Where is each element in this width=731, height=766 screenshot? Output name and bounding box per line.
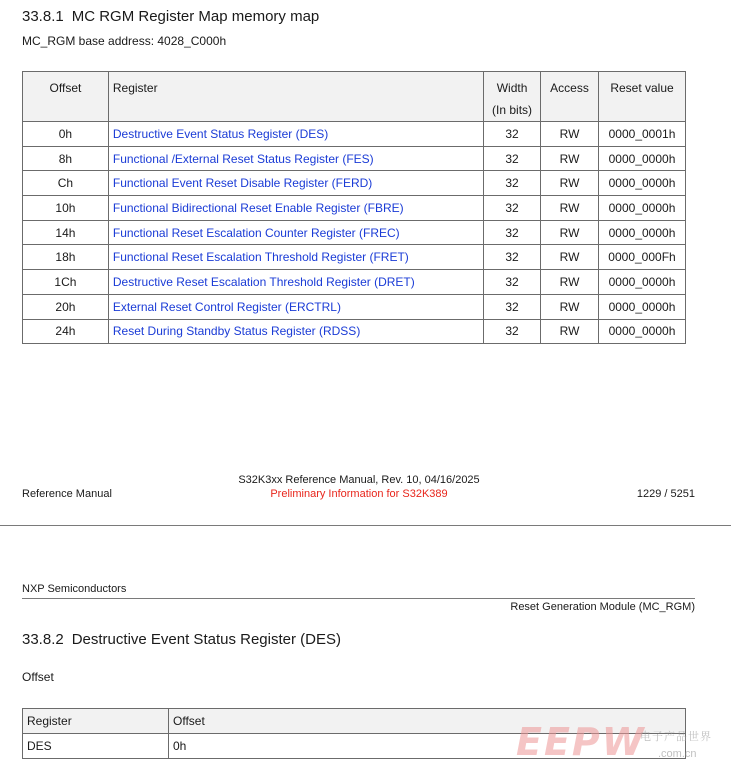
table-header-row: [23, 72, 686, 122]
table-row: [23, 319, 686, 344]
cell-width: 32: [484, 245, 541, 270]
header-rule: [22, 598, 695, 599]
cell-offset: 0h: [23, 122, 109, 147]
register-link[interactable]: Functional Reset Escalation Counter Register (FREC): [108, 220, 483, 245]
header-width-line1: Width: [496, 81, 528, 95]
section-title: Destructive Event Status Register (DES): [71, 631, 341, 648]
cell-width: 32: [484, 270, 541, 295]
manual-title: S32K3xx Reference Manual, Rev. 10, 04/16/2025: [238, 474, 480, 486]
cell-access: RW: [541, 171, 599, 196]
cell-offset: 24h: [23, 319, 109, 344]
watermark-logo: [516, 720, 731, 766]
cell-access: RW: [541, 319, 599, 344]
table-row: [23, 294, 686, 319]
header-offset: Offset: [23, 72, 109, 122]
table-row: [23, 171, 686, 196]
footer-left-label: Reference Manual: [22, 488, 112, 500]
cell-offset: Ch: [23, 171, 109, 196]
module-name: Reset Generation Module (MC_RGM): [510, 601, 695, 613]
cell-offset: 10h: [23, 196, 109, 221]
cell-reset-value: 0000_0000h: [599, 270, 686, 295]
section-number: 33.8.2: [22, 631, 64, 648]
cell-access: RW: [541, 146, 599, 171]
cell-access: RW: [541, 294, 599, 319]
cell-offset: 20h: [23, 294, 109, 319]
cell-width: 32: [484, 122, 541, 147]
header-register: Register: [23, 709, 169, 734]
header-width: [484, 72, 541, 122]
cell-offset: 8h: [23, 146, 109, 171]
table-row: [23, 122, 686, 147]
cell-reset-value: 0000_0000h: [599, 220, 686, 245]
cell-register: DES: [23, 734, 169, 759]
cell-offset: 0h: [169, 734, 686, 759]
cell-offset: 14h: [23, 220, 109, 245]
register-link[interactable]: Reset During Standby Status Register (RDSS): [108, 319, 483, 344]
cell-reset-value: 0000_0000h: [599, 196, 686, 221]
header-width-line2: (In bits): [492, 103, 533, 117]
table-row: [23, 245, 686, 270]
register-link[interactable]: Destructive Reset Escalation Threshold Register (DRET): [108, 270, 483, 295]
company-name: NXP Semiconductors: [22, 583, 127, 595]
cell-width: 32: [484, 294, 541, 319]
register-link[interactable]: Functional /External Reset Status Register (FES): [108, 146, 483, 171]
cell-width: 32: [484, 220, 541, 245]
table-row: [23, 220, 686, 245]
register-link[interactable]: Functional Reset Escalation Threshold Register (FRET): [108, 245, 483, 270]
cell-access: RW: [541, 270, 599, 295]
watermark-text: EEPW: [516, 720, 646, 764]
page-separator: [0, 525, 731, 526]
cell-reset-value: 0000_0000h: [599, 146, 686, 171]
cell-access: RW: [541, 122, 599, 147]
header-offset: Offset: [169, 709, 686, 734]
cell-reset-value: 0000_0000h: [599, 319, 686, 344]
cell-width: 32: [484, 319, 541, 344]
register-link[interactable]: Destructive Event Status Register (DES): [108, 122, 483, 147]
cell-reset-value: 0000_0000h: [599, 294, 686, 319]
table-row: [23, 270, 686, 295]
base-address: MC_RGM base address: 4028_C000h: [22, 34, 227, 48]
register-link[interactable]: External Reset Control Register (ERCTRL): [108, 294, 483, 319]
cell-width: 32: [484, 196, 541, 221]
cell-width: 32: [484, 146, 541, 171]
watermark-url: .com.cn: [658, 748, 697, 760]
cell-access: RW: [541, 196, 599, 221]
cell-offset: 1Ch: [23, 270, 109, 295]
table-row: [23, 146, 686, 171]
cell-access: RW: [541, 220, 599, 245]
cell-reset-value: 0000_0000h: [599, 171, 686, 196]
offset-subheading: Offset: [22, 670, 54, 684]
section-title: MC RGM Register Map memory map: [71, 8, 320, 25]
header-register: Register: [108, 72, 483, 122]
cell-reset-value: 0000_000Fh: [599, 245, 686, 270]
cell-access: RW: [541, 245, 599, 270]
header-reset-value: Reset value: [599, 72, 686, 122]
preliminary-notice: Preliminary Information for S32K389: [270, 488, 448, 500]
table-row: [23, 196, 686, 221]
page-number: 1229 / 5251: [636, 488, 695, 500]
cell-reset-value: 0000_0001h: [599, 122, 686, 147]
register-link[interactable]: Functional Bidirectional Reset Enable Register (FBRE): [108, 196, 483, 221]
section-number: 33.8.1: [22, 8, 64, 25]
cell-offset: 18h: [23, 245, 109, 270]
register-map-table: [22, 71, 686, 344]
cell-width: 32: [484, 171, 541, 196]
section-heading: [22, 8, 319, 25]
watermark-chinese: 电子产品世界: [640, 731, 712, 743]
section-heading: [22, 631, 341, 648]
header-access: Access: [541, 72, 599, 122]
register-link[interactable]: Functional Event Reset Disable Register (FERD): [108, 171, 483, 196]
